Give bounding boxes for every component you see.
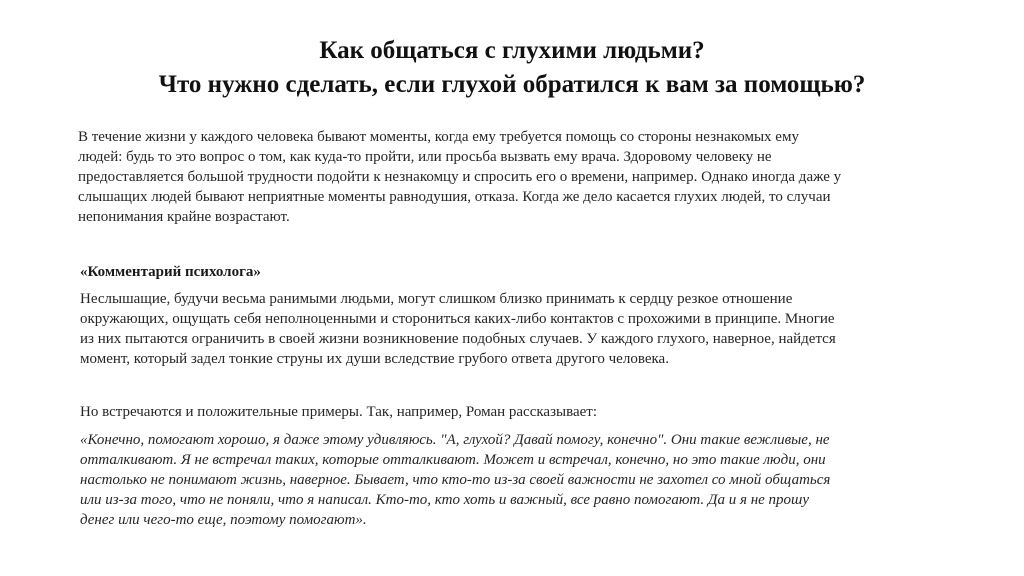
slide-title-line-1: Как общаться с глухими людьми? [319, 37, 705, 64]
psychologist-comment-paragraph: Неслышащие, будучи весьма ранимыми людьми, могут слишком близко принимать к сердцу резкое отношение окружающих, ощущать себя неполноценными и сторониться каких-либо контактов с прохожими в принципе. Многие из них пытаются ограничить в своей жизни возникновение подобных случаев. У каждого глухого, наверное, найдется момент, который задел тонкие струны их души вследствие грубого ответа другого человека. [80, 291, 836, 367]
positive-examples-paragraph: Но встречаются и положительные примеры. Так, например, Роман рассказывает: [80, 404, 598, 420]
slide-title-line-2: Что нужно сделать, если глухой обратился к вам за помощью? [158, 71, 866, 98]
psychologist-comment-heading: «Комментарий психолога» [80, 264, 261, 280]
quote-paragraph: «Конечно, помогают хорошо, я даже этому удивляюсь. "А, глухой? Давай помогу, конечно". Они такие вежливые, не отталкивают. Я не встречал таких, которые отталкивают. Может и встречал, конечно, но это такие люди, они настолько не понимают жизнь, наверное. Бывает, что кто-то из-за своей важности не захотел со мной общаться или из-за того, что не поняли, что я написал. Кто-то, кто хоть и важный, все равно помогают. Да и я не прошу денег или чего-то еще, поэтому помогают». [80, 432, 831, 528]
intro-paragraph: В течение жизни у каждого человека бывают моменты, когда ему требуется помощь со стороны незнакомых ему людей: будь то это вопрос о том, как куда-то пройти, или просьба вызвать ему врача. Здоровому человеку не предоставляется большой трудности подойти к незнакомцу и спросить его о времени, например. Однако иногда даже у слышащих людей бывают неприятные моменты равнодушия, отказа. Когда же дело касается глухих людей, то случаи непонимания крайне возрастают. [78, 129, 842, 225]
